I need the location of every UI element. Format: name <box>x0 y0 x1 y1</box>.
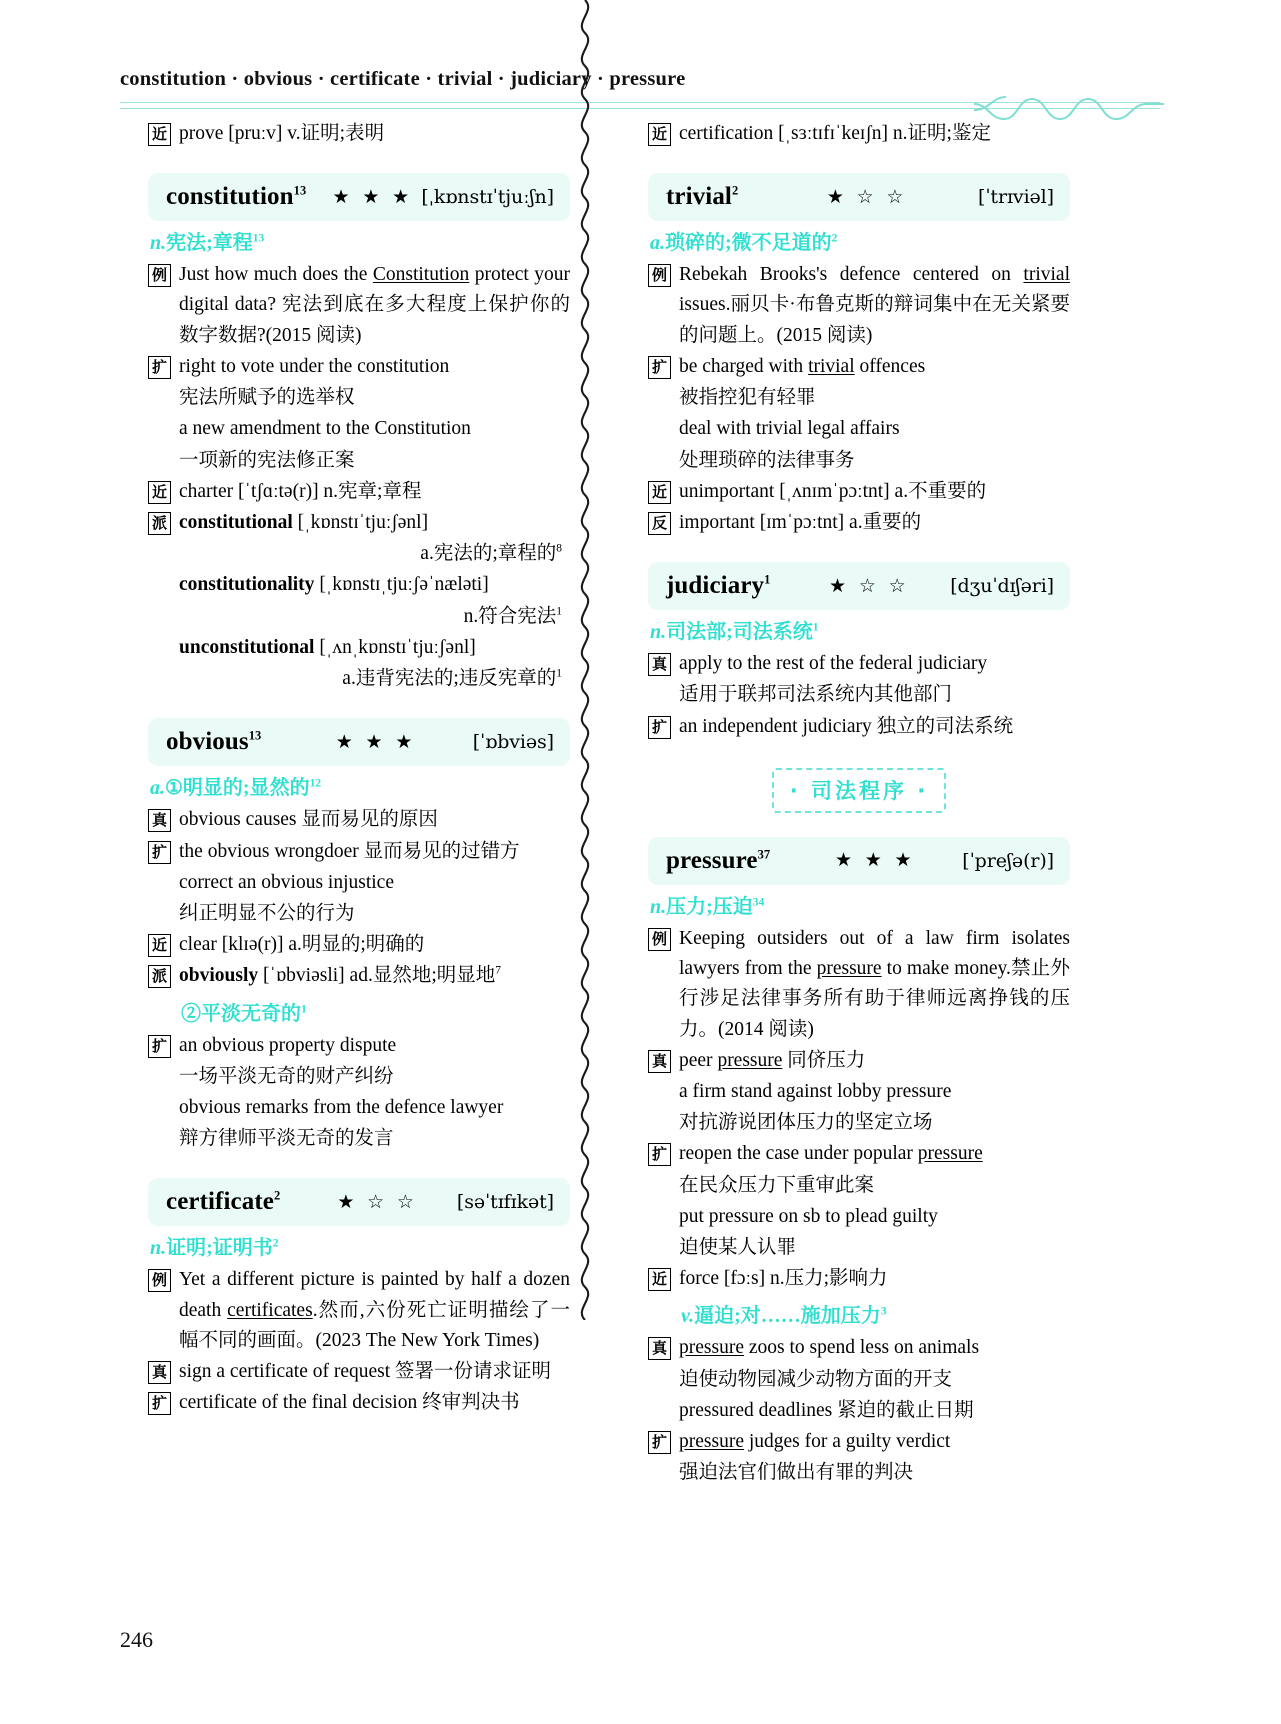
entry-line-text: clear [klɪə(r)] a.明显的;明确的 <box>179 934 425 956</box>
derivative-gloss: a.违背宪法的;违反宪章的$^1$ <box>342 667 562 690</box>
example-line: constitutionality [ˌkɒnstɪˌtjuːʃəˈnæləti] <box>179 574 489 596</box>
carryover-line <box>148 119 570 149</box>
entry-line <box>148 260 570 351</box>
entry-line <box>648 1264 1070 1294</box>
marker-badge-近: 近 <box>148 481 171 504</box>
entry-line <box>648 712 1070 742</box>
marker-badge-扩: 扩 <box>148 356 171 379</box>
running-head <box>120 68 1160 114</box>
entry-line <box>148 508 570 538</box>
example-line: a firm stand against lobby pressure <box>679 1080 952 1102</box>
entry-line <box>148 930 570 960</box>
example-line: 宪法所赋予的选举权 <box>179 387 355 409</box>
entry-line-text: obvious causes 显而易见的原因 <box>179 809 438 831</box>
phonetic-transcription: [ˈtrɪviəl] <box>978 186 1054 209</box>
marker-badge-扩: 扩 <box>648 1143 671 1166</box>
header-rule <box>120 100 1160 114</box>
entry-line <box>148 352 570 382</box>
example-line: 在民众压力下重审此案 <box>679 1174 875 1196</box>
entry-line <box>148 1031 570 1061</box>
entry-line <box>148 805 570 835</box>
example-line: 对抗游说团体压力的坚定立场 <box>679 1112 933 1134</box>
marker-badge-近: 近 <box>148 934 171 957</box>
example-line: 一项新的宪法修正案 <box>179 449 355 471</box>
example-line: 迫使某人认罪 <box>679 1237 797 1259</box>
marker-badge-扩: 扩 <box>148 1035 171 1058</box>
entry-line-text: sign a certificate of request 签署一份请求证明 <box>179 1361 552 1383</box>
marker-badge-扩: 扩 <box>648 356 671 379</box>
entry-line-text: certificate of the final decision 终审判决书 <box>179 1392 520 1414</box>
marker-badge-真: 真 <box>148 1361 171 1384</box>
headword: judiciary$^1$ <box>666 572 771 600</box>
entry-line-text: an obvious property dispute <box>179 1034 397 1056</box>
marker-badge-扩: 扩 <box>648 1431 671 1454</box>
marker-badge-真: 真 <box>648 653 671 676</box>
entry-line <box>148 1357 570 1387</box>
sense-definition: n.压力;压迫$^{34}$ <box>650 895 765 918</box>
difficulty-stars: ★ ☆ ☆ <box>826 186 908 208</box>
dictionary-entry-pressure <box>648 837 1070 1489</box>
dictionary-entry-judiciary <box>648 562 1070 742</box>
sense-definition: n.证明;证明书$^2$ <box>150 1237 279 1260</box>
marker-badge-近: 近 <box>648 1268 671 1291</box>
marker-badge-真: 真 <box>648 1050 671 1073</box>
marker-badge-近: 近 <box>648 481 671 504</box>
entry-line-text: unimportant [ˌʌnɪmˈpɔːtnt] a.不重要的 <box>679 480 987 502</box>
sense-definition: v.逼迫;对……施加压力$^3$ <box>681 1305 887 1328</box>
marker-badge-派: 派 <box>148 965 171 988</box>
marker-badge-扩: 扩 <box>148 1392 171 1415</box>
example-line: 一场平淡无奇的财产纠纷 <box>179 1065 394 1087</box>
marker-badge-近: 近 <box>648 123 671 146</box>
example-line: deal with trivial legal affairs <box>679 418 900 440</box>
entry-line <box>648 1046 1070 1076</box>
marker-badge-近: 近 <box>148 123 171 146</box>
marker-badge-例: 例 <box>648 264 671 287</box>
example-line: pressured deadlines 紧迫的截止日期 <box>679 1399 974 1421</box>
entry-line-text: obviously [ˈɒbviəsli] ad.显然地;明显地$^7$ <box>179 964 501 987</box>
dictionary-entry-trivial <box>648 173 1070 538</box>
difficulty-stars: ★ ★ ★ <box>834 850 916 872</box>
example-line: unconstitutional [ˌʌnˌkɒnstɪˈtjuːʃənl] <box>179 636 476 658</box>
dictionary-entry-certificate <box>148 1178 570 1418</box>
entry-line <box>648 649 1070 679</box>
word-banner-judiciary[interactable] <box>648 562 1070 610</box>
example-line: a new amendment to the Constitution <box>179 418 471 440</box>
entry-line-text: important [ɪmˈpɔːtnt] a.重要的 <box>679 511 922 533</box>
example-line: 适用于联邦司法系统内其他部门 <box>679 684 953 706</box>
headword: constitution$^{13}$ <box>166 183 307 211</box>
headword: pressure$^{37}$ <box>666 846 771 874</box>
entry-line <box>148 837 570 867</box>
headword: obvious$^{13}$ <box>166 728 262 756</box>
difficulty-stars: ★ ☆ ☆ <box>337 1191 418 1213</box>
page-number: 246 <box>120 1627 153 1652</box>
entry-line-text: force [fɔːs] n.压力;影响力 <box>679 1268 888 1290</box>
entry-line <box>648 1427 1070 1457</box>
sense-definition: a.琐碎的;微不足道的$^2$ <box>650 232 838 255</box>
entry-line-text: apply to the rest of the federal judiciary <box>679 653 988 675</box>
word-banner-trivial[interactable] <box>648 173 1070 221</box>
difficulty-stars: ★ ☆ ☆ <box>829 575 910 597</box>
running-head-title: constitution · obvious · certificate · trivial · judiciary · pressure <box>120 68 686 90</box>
word-banner-pressure[interactable] <box>648 837 1070 885</box>
entry-line-text: right to vote under the constitution <box>179 355 450 377</box>
entry-line-text: reopen the case under popular pressure <box>679 1143 983 1165</box>
carryover-line-text: certification [ˌsɜːtɪfɪˈkeɪʃn] n.证明;鉴定 <box>679 123 991 144</box>
phonetic-transcription: [səˈtɪfɪkət] <box>456 1191 554 1214</box>
right-column <box>648 118 1070 1490</box>
sense-definition: n.司法部;司法系统$^1$ <box>650 621 819 644</box>
phonetic-transcription: [dʒuˈdɪʃəri] <box>950 575 1054 598</box>
entry-line <box>648 1333 1070 1363</box>
example-line: 辩方律师平淡无奇的发言 <box>179 1128 394 1150</box>
entry-line-text: Yet a different picture is painted by half a dozen death certificates.然而,六份死亡证明描绘了一幅不同的画面。(2023 The New York Times) <box>179 1269 570 1351</box>
entry-line <box>148 1265 570 1356</box>
marker-badge-扩: 扩 <box>148 841 171 864</box>
column-divider <box>570 0 600 1320</box>
entry-line-text: Just how much does the Constitution protect your digital data? 宪法到底在多大程度上保护你的数字数据?(2015 阅读) <box>179 264 570 346</box>
example-line: obvious remarks from the defence lawyer <box>179 1097 504 1119</box>
headword: trivial$^2$ <box>666 183 739 211</box>
phonetic-transcription: [ˈpreʃə(r)] <box>962 849 1054 872</box>
entry-line <box>648 352 1070 382</box>
sense-definition: ②平淡无奇的$^1$ <box>181 1002 307 1025</box>
dictionary-entry-obvious <box>148 718 570 1154</box>
example-line: 被指控犯有轻罪 <box>679 387 816 409</box>
example-line: 强迫法官们做出有罪的判决 <box>679 1462 914 1484</box>
carryover-line-text: prove [pruːv] v.证明;表明 <box>179 123 385 144</box>
difficulty-stars: ★ ★ ★ <box>332 186 414 208</box>
carryover-line <box>648 119 1070 149</box>
derivative-gloss: n.符合宪法$^1$ <box>463 605 562 627</box>
entry-line-text: Keeping outsiders out of a law firm isolates lawyers from the pressure to make money.禁止外行涉足法律事务所有助于律师远离挣钱的压力。(2014 阅读) <box>679 927 1071 1040</box>
marker-badge-扩: 扩 <box>648 716 671 739</box>
headword: certificate$^2$ <box>166 1188 281 1216</box>
entry-line <box>648 924 1070 1045</box>
entry-line-text: the obvious wrongdoer 显而易见的过错方 <box>179 840 520 862</box>
entry-line <box>648 1139 1070 1169</box>
derivative-gloss: a.宪法的;章程的$^8$ <box>420 542 562 565</box>
left-column <box>148 118 570 1420</box>
entry-line <box>648 508 1070 538</box>
entry-line-text: constitutional [ˌkɒnstɪˈtjuːʃənl] <box>179 511 429 533</box>
entry-line-text: Rebekah Brooks's defence centered on trivial issues.丽贝卡·布鲁克斯的辩词集中在无关紧要的问题上。(2015 阅读) <box>679 264 1070 346</box>
example-line: 处理琐碎的法律事务 <box>679 449 855 471</box>
sense-definition: a.①明显的;显然的$^{12}$ <box>150 777 322 800</box>
entry-line-text: charter [ˈtʃɑːtə(r)] n.宪章;章程 <box>179 480 422 502</box>
phonetic-transcription: [ˌkɒnstɪˈtjuːʃn] <box>421 186 554 209</box>
difficulty-stars: ★ ★ ★ <box>335 731 417 753</box>
marker-badge-反: 反 <box>648 512 671 535</box>
example-line: correct an obvious injustice <box>179 871 394 893</box>
entry-line <box>148 477 570 507</box>
marker-badge-派: 派 <box>148 512 171 535</box>
phonetic-transcription: [ˈɒbviəs] <box>472 731 554 754</box>
entry-line <box>148 961 570 991</box>
entry-line <box>648 477 1070 507</box>
topic-chip: · 司法程序 · <box>772 768 947 813</box>
word-banner-obvious[interactable] <box>148 718 570 766</box>
marker-badge-例: 例 <box>148 1269 171 1292</box>
entry-line <box>148 1388 570 1418</box>
sense-definition: n.宪法;章程$^{13}$ <box>150 232 265 255</box>
dictionary-entry-constitution <box>148 173 570 694</box>
entry-line-text: an independent judiciary 独立的司法系统 <box>679 715 1014 737</box>
word-banner-constitution[interactable] <box>148 173 570 221</box>
entry-line-text: pressure zoos to spend less on animals <box>679 1337 980 1359</box>
word-banner-certificate[interactable] <box>148 1178 570 1226</box>
marker-badge-例: 例 <box>148 264 171 287</box>
entry-line-text: pressure judges for a guilty verdict <box>679 1431 951 1453</box>
example-line: put pressure on sb to plead guilty <box>679 1205 938 1227</box>
marker-badge-真: 真 <box>148 809 171 832</box>
example-line: 迫使动物园减少动物方面的开支 <box>679 1368 953 1390</box>
entry-line <box>648 260 1070 351</box>
marker-badge-真: 真 <box>648 1337 671 1360</box>
topic-chip-wrap <box>648 768 1070 813</box>
example-line: 纠正明显不公的行为 <box>179 902 355 924</box>
entry-line-text: peer pressure 同侪压力 <box>679 1049 866 1071</box>
entry-line-text: be charged with trivial offences <box>679 355 926 377</box>
marker-badge-例: 例 <box>648 928 671 951</box>
